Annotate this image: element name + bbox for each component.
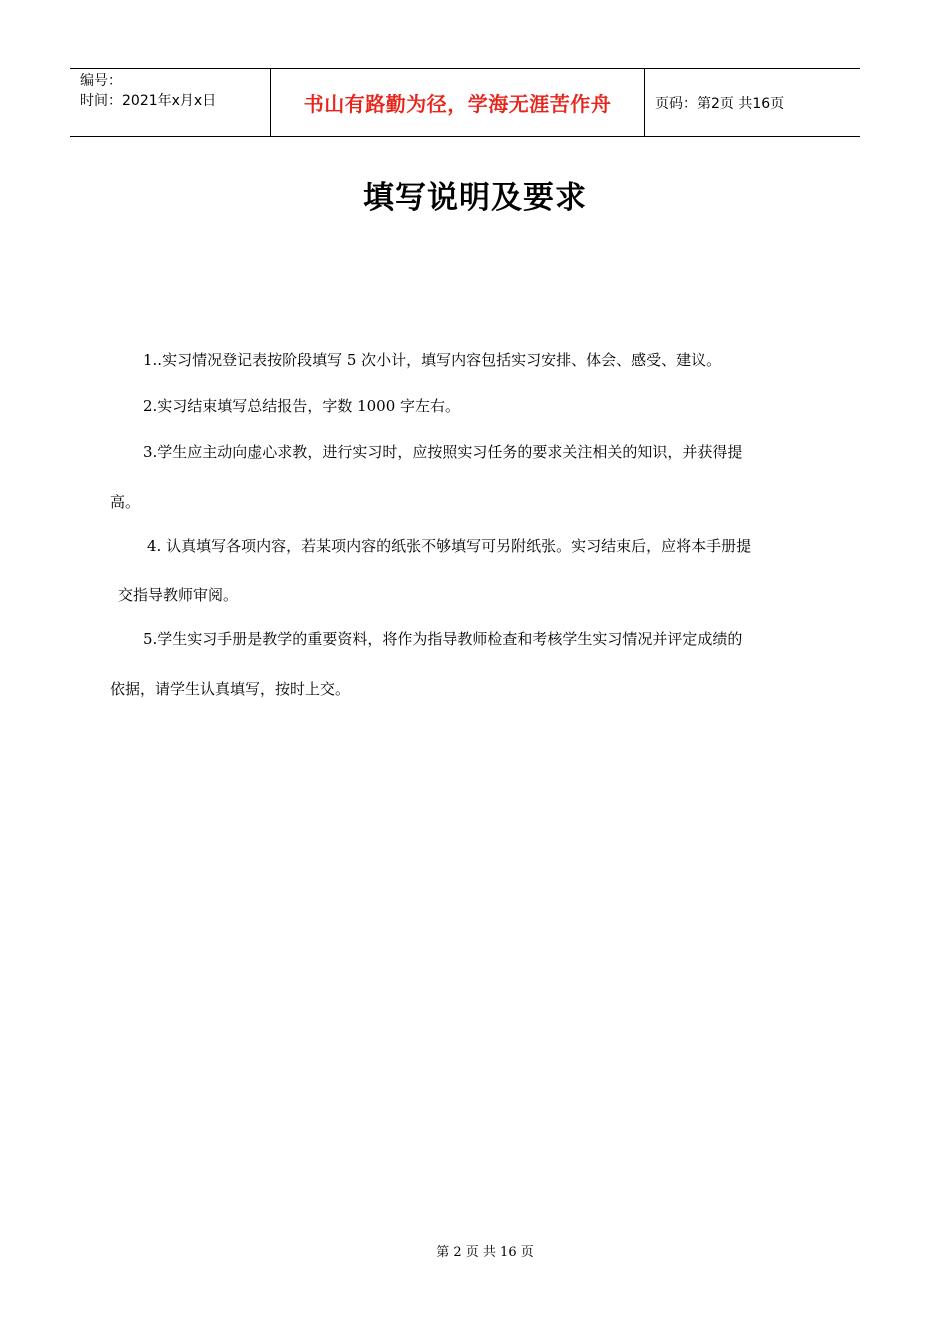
instruction-item-4: 4. 认真填写各项内容，若某项内容的纸张不够填写可另附纸张。实习结束后，应将本手册提 xyxy=(147,537,752,555)
header-meta xyxy=(70,69,271,136)
instruction-item-5: 5.学生实习手册是教学的重要资料，将作为指导教师检查和考核学生实习情况并评定成绩的 xyxy=(143,630,743,648)
instruction-item-4-continued: 交指导教师审阅。 xyxy=(118,586,239,604)
page-title: 填写说明及要求 xyxy=(363,180,587,216)
date-label: 时间：2021年x月x日 xyxy=(80,93,217,109)
page-footer: 第 2 页 共 16 页 xyxy=(436,1245,534,1260)
instruction-item-2: 2.实习结束填写总结报告，字数 1000 字左右。 xyxy=(143,397,461,415)
page-header xyxy=(70,68,860,137)
instruction-item-5-continued: 依据，请学生认真填写，按时上交。 xyxy=(110,680,351,698)
header-page-info: 页码：第2页 共16页 xyxy=(655,95,785,112)
instruction-item-1: 1..实习情况登记表按阶段填写 5 次小计，填写内容包括实习安排、体会、感受、建议。 xyxy=(143,351,722,369)
instruction-item-3-continued: 高。 xyxy=(110,493,141,511)
instruction-item-3: 3.学生应主动向虚心求教，进行实习时，应按照实习任务的要求关注相关的知识，并获得提 xyxy=(143,443,743,461)
header-motto: 书山有路勤为径，学海无涯苦作舟 xyxy=(271,69,645,136)
number-label: 编号： xyxy=(80,73,122,89)
